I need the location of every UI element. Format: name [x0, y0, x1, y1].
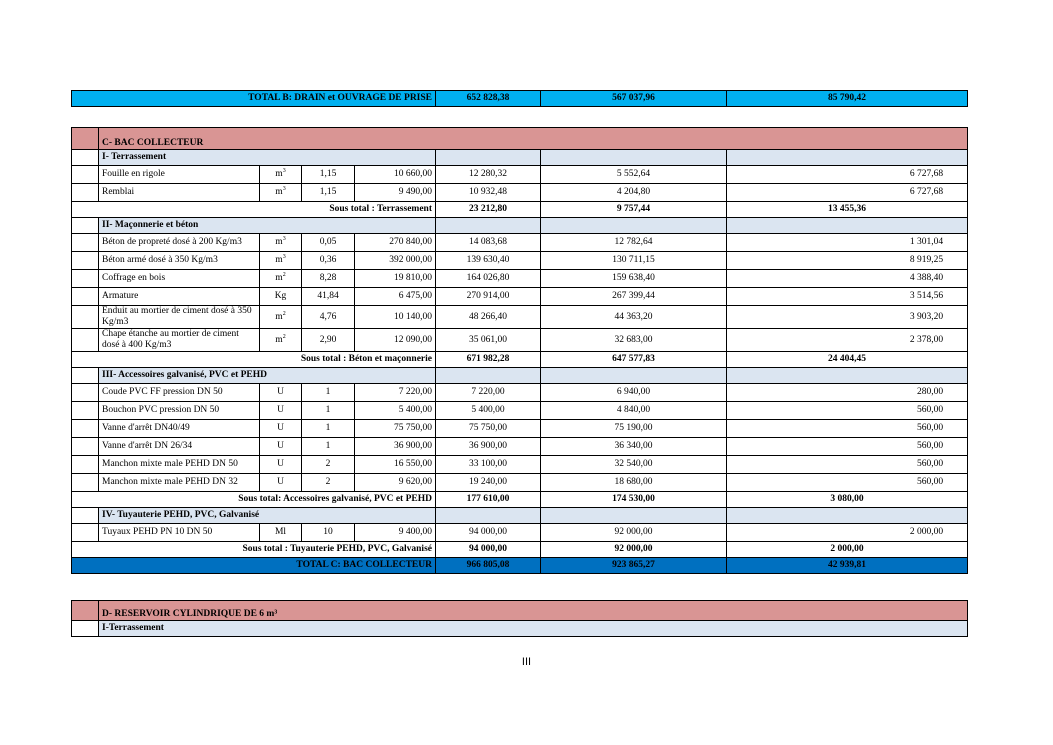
empty-cell [727, 368, 968, 384]
empty-cell [727, 508, 968, 524]
total-c-montant: 966 805,08 [436, 558, 541, 574]
empty-cell [727, 218, 968, 234]
amount-cell: 75 750,00 [436, 420, 541, 438]
quantity-cell: 1 [302, 402, 355, 420]
designation-cell: Manchon mixte male PEHD DN 32 [99, 474, 260, 492]
unit-price-cell: 12 090,00 [355, 329, 436, 352]
amount-cell: 48 266,40 [436, 306, 541, 329]
empty-cell [541, 368, 727, 384]
subtotal-label: Sous total : Béton et maçonnerie [72, 352, 436, 368]
amount-col3-cell: 8 919,25 [727, 252, 968, 270]
table-row [72, 420, 968, 438]
designation-cell: Vanne d'arrêt DN40/49 [99, 420, 260, 438]
amount-col2-cell: 4 204,80 [541, 184, 727, 202]
subtotal-montant: 23 212,80 [436, 202, 541, 218]
subtotal-col3: 2 000,00 [727, 542, 968, 558]
subtotal-col2: 92 000,00 [541, 542, 727, 558]
empty-cell [727, 150, 968, 166]
amount-cell: 14 083,68 [436, 234, 541, 252]
spacer-cell [72, 420, 99, 438]
quantity-cell: 2 [302, 456, 355, 474]
spacer-cell [72, 218, 99, 234]
designation-cell: Fouille en rigole [99, 166, 260, 184]
quantity-cell: 41,84 [302, 288, 355, 306]
amount-col2-cell: 5 552,64 [541, 166, 727, 184]
designation-cell: Chape étanche au mortier de ciment dosé à 400 Kg/m3 [99, 329, 260, 352]
subtotal-montant: 94 000,00 [436, 542, 541, 558]
table-row [72, 184, 968, 202]
amount-col3-cell: 3 903,20 [727, 306, 968, 329]
unit-cell: $m^3$ [260, 166, 302, 184]
spacer-cell [72, 524, 99, 542]
quantity-cell: 10 [302, 524, 355, 542]
section-d-subtitle: I-Terrassement [99, 621, 968, 637]
section-c-table [71, 127, 968, 574]
table-row [72, 329, 968, 352]
empty-cell [436, 508, 541, 524]
quantity-cell: 1 [302, 384, 355, 402]
unit-cell: $m^3$ [260, 234, 302, 252]
designation-cell: Enduit au mortier de ciment dosé à 350 Kg/m3 [99, 306, 260, 329]
subtotal-label: Sous total : Terrassement [72, 202, 436, 218]
spacer-cell [72, 456, 99, 474]
quantity-cell: 1 [302, 438, 355, 456]
unit-price-cell: 9 490,00 [355, 184, 436, 202]
amount-col2-cell: 32 540,00 [541, 456, 727, 474]
subtotal-col2: 647 577,83 [541, 352, 727, 368]
section-c-header [72, 128, 968, 150]
amount-col2-cell: 130 711,15 [541, 252, 727, 270]
spacer-cell [72, 234, 99, 252]
unit-price-cell: 392 000,00 [355, 252, 436, 270]
table-row [72, 474, 968, 492]
quantity-cell: 2 [302, 474, 355, 492]
table-row [72, 166, 968, 184]
unit-price-cell: 75 750,00 [355, 420, 436, 438]
unit-cell: $m^2$ [260, 270, 302, 288]
designation-cell: Béton armé dosé à 350 Kg/m3 [99, 252, 260, 270]
section-c-title: C- BAC COLLECTEUR [99, 128, 968, 150]
empty-cell [541, 218, 727, 234]
amount-cell: 36 900,00 [436, 438, 541, 456]
subtotal-col3: 3 080,00 [727, 492, 968, 508]
quantity-cell: 0,36 [302, 252, 355, 270]
table-row [72, 306, 968, 329]
amount-col3-cell: 560,00 [727, 474, 968, 492]
spacer-cell [72, 288, 99, 306]
designation-cell: Manchon mixte male PEHD DN 50 [99, 456, 260, 474]
designation-cell: Bouchon PVC pression DN 50 [99, 402, 260, 420]
group-header [72, 218, 968, 234]
total-b-row [72, 91, 968, 107]
subtotal-montant: 177 610,00 [436, 492, 541, 508]
subtotal-label: Sous total: Accessoires galvanisé, PVC et PEHD [72, 492, 436, 508]
empty-cell [436, 150, 541, 166]
unit-cell: U [260, 384, 302, 402]
amount-cell: 12 280,32 [436, 166, 541, 184]
group-header [72, 508, 968, 524]
unit-cell: Kg [260, 288, 302, 306]
amount-col3-cell: 560,00 [727, 456, 968, 474]
spacer-cell [72, 150, 99, 166]
amount-col3-cell: 560,00 [727, 402, 968, 420]
designation-cell: Tuyaux PEHD PN 10 DN 50 [99, 524, 260, 542]
designation-cell: Coude PVC FF pression DN 50 [99, 384, 260, 402]
amount-col3-cell: 560,00 [727, 438, 968, 456]
group-header [72, 150, 968, 166]
table-row [72, 402, 968, 420]
amount-col3-cell: 280,00 [727, 384, 968, 402]
unit-price-cell: 36 900,00 [355, 438, 436, 456]
spacer-cell [72, 252, 99, 270]
subtotal-row [72, 492, 968, 508]
amount-cell: 19 240,00 [436, 474, 541, 492]
table-row [72, 524, 968, 542]
subtotal-col2: 9 757,44 [541, 202, 727, 218]
section-d-header [72, 601, 968, 621]
spacer-cell [72, 368, 99, 384]
group-header [72, 368, 968, 384]
section-d-title: D- RESERVOIR CYLINDRIQUE DE 6 m³ [99, 601, 968, 621]
table-row [72, 456, 968, 474]
unit-cell: U [260, 420, 302, 438]
amount-col3-cell: 6 727,68 [727, 166, 968, 184]
spacer-cell [72, 166, 99, 184]
empty-cell [436, 218, 541, 234]
unit-price-cell: 7 220,00 [355, 384, 436, 402]
spacer-cell [72, 270, 99, 288]
amount-col2-cell: 6 940,00 [541, 384, 727, 402]
amount-col2-cell: 159 638,40 [541, 270, 727, 288]
unit-price-cell: 9 400,00 [355, 524, 436, 542]
spacer-cell [72, 329, 99, 352]
empty-cell [436, 368, 541, 384]
amount-cell: 5 400,00 [436, 402, 541, 420]
designation-cell: Coffrage en bois [99, 270, 260, 288]
spacer-cell [72, 508, 99, 524]
subtotal-col2: 174 530,00 [541, 492, 727, 508]
amount-cell: 35 061,00 [436, 329, 541, 352]
spacer-cell [72, 402, 99, 420]
amount-cell: 10 932,48 [436, 184, 541, 202]
amount-col2-cell: 44 363,20 [541, 306, 727, 329]
page-number: III [521, 656, 532, 668]
amount-col2-cell: 32 683,00 [541, 329, 727, 352]
unit-cell: U [260, 438, 302, 456]
group-title: I- Terrassement [99, 150, 436, 166]
subtotal-label: Sous total : Tuyauterie PEHD, PVC, Galvanisé [72, 542, 436, 558]
unit-cell: $m^2$ [260, 329, 302, 352]
unit-cell: Ml [260, 524, 302, 542]
amount-col2-cell: 4 840,00 [541, 402, 727, 420]
table-row [72, 252, 968, 270]
amount-col3-cell: 1 301,04 [727, 234, 968, 252]
empty-cell [541, 508, 727, 524]
unit-price-cell: 5 400,00 [355, 402, 436, 420]
unit-price-cell: 270 840,00 [355, 234, 436, 252]
table-row [72, 384, 968, 402]
quantity-cell: 1 [302, 420, 355, 438]
subtotal-row [72, 542, 968, 558]
amount-cell: 94 000,00 [436, 524, 541, 542]
amount-col3-cell: 3 514,56 [727, 288, 968, 306]
subtotal-row [72, 352, 968, 368]
amount-cell: 7 220,00 [436, 384, 541, 402]
total-c-col3: 42 939,81 [727, 558, 968, 574]
table-row [72, 288, 968, 306]
amount-cell: 270 914,00 [436, 288, 541, 306]
total-c-col2: 923 865,27 [541, 558, 727, 574]
amount-col2-cell: 267 399,44 [541, 288, 727, 306]
group-title: III- Accessoires galvanisé, PVC et PEHD [99, 368, 436, 384]
quantity-cell: 0,05 [302, 234, 355, 252]
designation-cell: Béton de propreté dosé à 200 Kg/m3 [99, 234, 260, 252]
group-title: II- Maçonnerie et béton [99, 218, 436, 234]
amount-col3-cell: 4 388,40 [727, 270, 968, 288]
unit-price-cell: 9 620,00 [355, 474, 436, 492]
total-b-col2: 567 037,96 [541, 91, 727, 107]
amount-col3-cell: 2 378,00 [727, 329, 968, 352]
amount-col2-cell: 18 680,00 [541, 474, 727, 492]
amount-col3-cell: 6 727,68 [727, 184, 968, 202]
unit-cell: U [260, 402, 302, 420]
designation-cell: Vanne d'arrêt DN 26/34 [99, 438, 260, 456]
table-row [72, 438, 968, 456]
unit-price-cell: 16 550,00 [355, 456, 436, 474]
unit-price-cell: 19 810,00 [355, 270, 436, 288]
subtotal-col3: 24 404,45 [727, 352, 968, 368]
spacer-cell [72, 438, 99, 456]
total-b-montant: 652 828,38 [436, 91, 541, 107]
section-d-group-header [72, 621, 968, 637]
quantity-cell: 4,76 [302, 306, 355, 329]
total-b-label: TOTAL B: DRAIN et OUVRAGE DE PRISE [72, 91, 436, 107]
amount-col2-cell: 12 782,64 [541, 234, 727, 252]
amount-col2-cell: 92 000,00 [541, 524, 727, 542]
quantity-cell: 8,28 [302, 270, 355, 288]
designation-cell: Armature [99, 288, 260, 306]
amount-cell: 139 630,40 [436, 252, 541, 270]
group-title: IV- Tuyauterie PEHD, PVC, Galvanisé [99, 508, 436, 524]
total-b-col3: 85 790,42 [727, 91, 968, 107]
unit-cell: U [260, 456, 302, 474]
total-b-table [71, 90, 968, 107]
quantity-cell: 1,15 [302, 184, 355, 202]
spacer-cell [72, 384, 99, 402]
subtotal-col3: 13 455,36 [727, 202, 968, 218]
unit-cell: $m^2$ [260, 306, 302, 329]
unit-price-cell: 6 475,00 [355, 288, 436, 306]
section-d-table [71, 600, 968, 637]
spacer-cell [72, 306, 99, 329]
subtotal-montant: 671 982,28 [436, 352, 541, 368]
amount-cell: 33 100,00 [436, 456, 541, 474]
table-row [72, 270, 968, 288]
unit-cell: U [260, 474, 302, 492]
amount-col2-cell: 36 340,00 [541, 438, 727, 456]
spacer-cell [72, 474, 99, 492]
table-row [72, 234, 968, 252]
amount-col3-cell: 2 000,00 [727, 524, 968, 542]
unit-cell: $m^3$ [260, 184, 302, 202]
empty-cell [541, 150, 727, 166]
unit-cell: $m^3$ [260, 252, 302, 270]
designation-cell: Remblai [99, 184, 260, 202]
unit-price-cell: 10 660,00 [355, 166, 436, 184]
subtotal-row [72, 202, 968, 218]
spacer-cell [72, 184, 99, 202]
amount-col2-cell: 75 190,00 [541, 420, 727, 438]
amount-col3-cell: 560,00 [727, 420, 968, 438]
amount-cell: 164 026,80 [436, 270, 541, 288]
total-c-row [72, 558, 968, 574]
unit-price-cell: 10 140,00 [355, 306, 436, 329]
quantity-cell: 2,90 [302, 329, 355, 352]
quantity-cell: 1,15 [302, 166, 355, 184]
total-c-label: TOTAL C: BAC COLLECTEUR [72, 558, 436, 574]
